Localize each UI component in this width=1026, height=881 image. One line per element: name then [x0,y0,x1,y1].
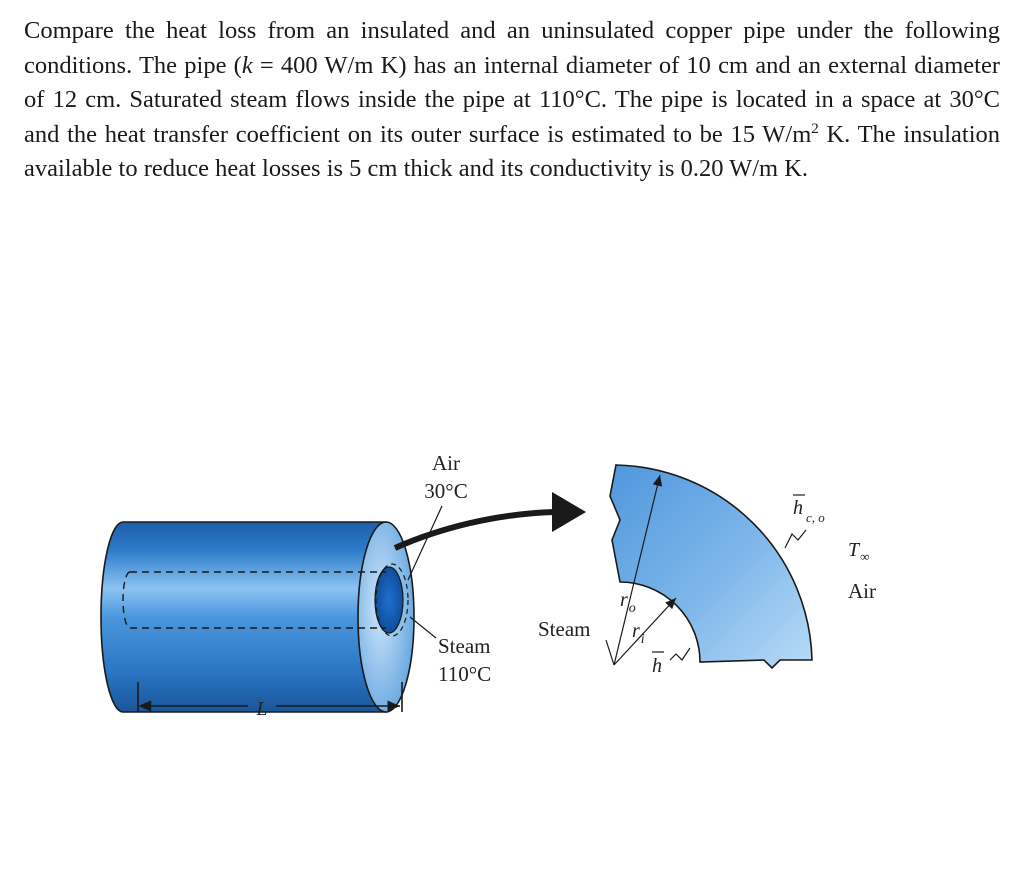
problem-text-part-1: Compare the heat loss from an insulated and an uninsulated copper pipe under the following conditions. The pipe ( [24,17,1000,79]
problem-text-part-3: K. The insulation available to reduce heat losses is 5 cm thick and its conductivity is 0.20 W/m K. [24,120,1001,183]
ambient-temperature-label: $T_\infty$ [848,539,870,564]
steam-temperature: 110°C [438,662,492,686]
length-label: L [256,698,268,720]
steam-label: Steam [438,634,491,658]
conductivity-symbol: k [241,51,253,79]
detail-steam-label: Steam [538,617,591,641]
inner-radius-label: $r_i$ [632,620,645,647]
outer-radius-label: $r_o$ [620,589,636,616]
air-temperature: 30°C [424,479,468,503]
inner-h-label [652,648,690,677]
air-label: Air [432,451,460,475]
svg-text:c, o: c, o [806,510,825,525]
pipe-cylinder [101,522,414,712]
svg-text:h: h [793,497,803,519]
superscript-two: 2 [811,120,819,137]
svg-text:h: h [652,655,662,677]
problem-text-part-2: = 400 W/m K) has an internal diameter of 10 cm and an external diameter of 12 cm. Saturated steam flows inside the pipe at 110°C. The pipe is located in a space at 30°C and the heat transfer coefficient on its outer surface is estimated to be 15 W/m [24,51,1000,148]
detail-air-label: Air [848,579,876,603]
outer-h-label [785,495,825,548]
